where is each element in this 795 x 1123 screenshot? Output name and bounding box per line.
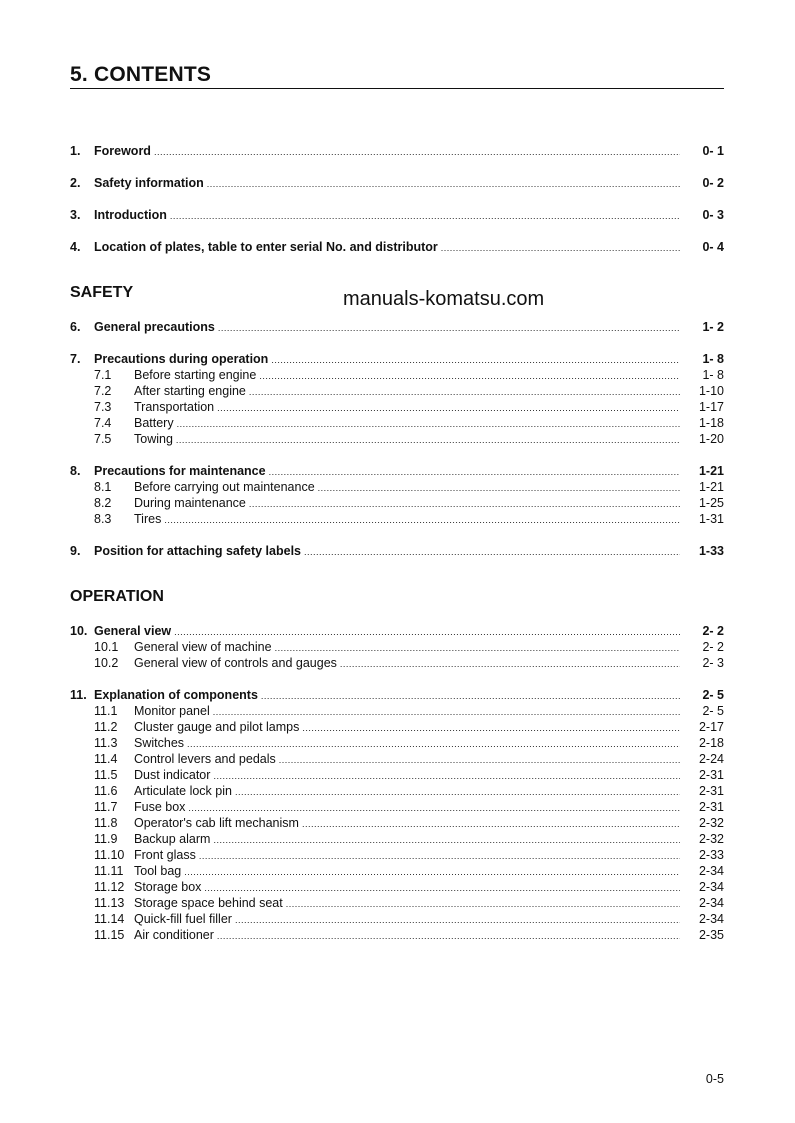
dot-leader: [217, 399, 680, 415]
toc-entry[interactable]: [70, 927, 724, 943]
entry-number: 11.8: [94, 816, 118, 830]
entry-title: Safety information: [94, 176, 204, 190]
entry-number: 11.13: [94, 896, 125, 910]
dot-leader: [217, 927, 680, 943]
entry-number: 4.: [70, 240, 81, 254]
entry-page: 2-34: [698, 864, 724, 878]
entry-title: Backup alarm: [134, 832, 211, 846]
entry-title: Switches: [134, 736, 185, 750]
toc-group: [70, 143, 724, 159]
toc-group: [70, 687, 724, 943]
entry-page: 0- 2: [702, 176, 724, 190]
toc-entry[interactable]: [70, 239, 724, 255]
dot-leader: [249, 383, 680, 399]
entry-title: Precautions for maintenance: [94, 464, 266, 478]
toc-entry[interactable]: [70, 767, 724, 783]
toc-entry[interactable]: [70, 479, 724, 495]
entry-number: 10.1: [94, 640, 119, 654]
toc-entry[interactable]: [70, 655, 724, 671]
entry-title: Quick-fill fuel filler: [134, 912, 232, 926]
page-number: 0-5: [705, 1072, 724, 1086]
dot-leader: [184, 863, 680, 879]
dot-leader: [304, 543, 680, 559]
toc-group: [70, 543, 724, 559]
entry-title: Position for attaching safety labels: [94, 544, 301, 558]
entry-number: 11.1: [94, 704, 118, 718]
entry-title: Fuse box: [134, 800, 186, 814]
entry-title: During maintenance: [134, 496, 246, 510]
entry-page: 1-25: [698, 496, 724, 510]
dot-leader: [235, 783, 680, 799]
entry-title: Air conditioner: [134, 928, 214, 942]
entry-number: 11.5: [94, 768, 118, 782]
toc-entry[interactable]: [70, 831, 724, 847]
dot-leader: [164, 511, 680, 527]
entry-title: Before carrying out maintenance: [134, 480, 315, 494]
dot-leader: [176, 431, 680, 447]
entry-number: 8.1: [94, 480, 112, 494]
toc-entry[interactable]: [70, 207, 724, 223]
entry-title: General precautions: [94, 320, 215, 334]
toc-entry[interactable]: [70, 495, 724, 511]
dot-leader: [218, 319, 680, 335]
entry-number: 11.15: [94, 928, 125, 942]
entry-number: 11.3: [94, 736, 118, 750]
toc-entry[interactable]: [70, 703, 724, 719]
toc-group: [70, 207, 724, 223]
entry-title: Explanation of components: [94, 688, 258, 702]
entry-number: 7.4: [94, 416, 112, 430]
dot-leader: [302, 815, 680, 831]
entry-page: 0- 4: [702, 240, 724, 254]
dot-leader: [318, 479, 680, 495]
entry-title: Monitor panel: [134, 704, 210, 718]
dot-leader: [204, 879, 680, 895]
dot-leader: [235, 911, 680, 927]
entry-page: 2-31: [698, 784, 724, 798]
entry-number: 11.9: [94, 832, 118, 846]
entry-title: Precautions during operation: [94, 352, 269, 366]
dot-leader: [286, 895, 680, 911]
toc-entry[interactable]: [70, 783, 724, 799]
entry-title: Battery: [134, 416, 174, 430]
entry-title: After starting engine: [134, 384, 246, 398]
entry-title: Before starting engine: [134, 368, 257, 382]
toc-entry[interactable]: [70, 847, 724, 863]
toc-group: [70, 463, 724, 527]
entry-page: 1-17: [698, 400, 724, 414]
entry-page: 0- 3: [702, 208, 724, 222]
entry-number: 3.: [70, 208, 81, 222]
entry-title: Location of plates, table to enter serial No. and distributor: [94, 240, 438, 254]
entry-number: 11.: [70, 688, 87, 702]
dot-leader: [259, 367, 680, 383]
dot-leader: [261, 687, 680, 703]
toc-group: [70, 239, 724, 255]
entry-number: 8.2: [94, 496, 112, 510]
entry-page: 2-18: [698, 736, 724, 750]
toc-group: [70, 351, 724, 447]
entry-page: 1-33: [698, 544, 724, 558]
entry-title: Articulate lock pin: [134, 784, 232, 798]
dot-leader: [279, 751, 680, 767]
toc-entry[interactable]: [70, 543, 724, 559]
entry-title: General view of machine: [134, 640, 272, 654]
dot-leader: [271, 351, 680, 367]
entry-page: 1- 2: [702, 320, 724, 334]
toc-entry[interactable]: [70, 639, 724, 655]
toc-entry[interactable]: [70, 799, 724, 815]
entry-page: 2-34: [698, 896, 724, 910]
section-heading: OPERATION: [70, 588, 164, 605]
entry-page: 0- 1: [702, 144, 724, 158]
entry-page: 2-33: [698, 848, 724, 862]
toc-entry[interactable]: [70, 511, 724, 527]
toc-group: [70, 175, 724, 191]
toc-entry[interactable]: [70, 815, 724, 831]
entry-number: 9.: [70, 544, 81, 558]
entry-page: 2-34: [698, 880, 724, 894]
dot-leader: [275, 639, 680, 655]
entry-page: 2-31: [698, 800, 724, 814]
toc-entry[interactable]: [70, 431, 724, 447]
toc-entry[interactable]: [70, 175, 724, 191]
dot-leader: [340, 655, 680, 671]
dot-leader: [213, 767, 680, 783]
entry-number: 11.7: [94, 800, 118, 814]
toc-entry[interactable]: [70, 383, 724, 399]
entry-title: Towing: [134, 432, 173, 446]
page-title: 5. CONTENTS: [70, 63, 212, 86]
entry-number: 11.11: [94, 864, 124, 878]
entry-page: 2- 2: [702, 624, 724, 638]
entry-number: 10.2: [94, 656, 119, 670]
toc-entry[interactable]: [70, 143, 724, 159]
toc-entry[interactable]: [70, 911, 724, 927]
toc-entry[interactable]: [70, 735, 724, 751]
dot-leader: [170, 207, 680, 223]
entry-number: 11.12: [94, 880, 125, 894]
dot-leader: [188, 799, 680, 815]
entry-page: 2- 2: [702, 640, 724, 654]
dot-leader: [213, 703, 680, 719]
entry-title: Operator's cab lift mechanism: [134, 816, 299, 830]
dot-leader: [302, 719, 680, 735]
entry-page: 2-32: [698, 832, 724, 846]
dot-leader: [441, 239, 680, 255]
entry-page: 1-31: [698, 512, 724, 526]
dot-leader: [213, 831, 680, 847]
entry-number: 8.: [70, 464, 81, 478]
entry-number: 11.6: [94, 784, 118, 798]
entry-title: Control levers and pedals: [134, 752, 276, 766]
entry-title: Dust indicator: [134, 768, 211, 782]
entry-number: 8.3: [94, 512, 112, 526]
entry-title: Tool bag: [134, 864, 182, 878]
toc-entry[interactable]: [70, 351, 724, 367]
entry-page: 1-20: [698, 432, 724, 446]
toc-entry[interactable]: [70, 623, 724, 639]
toc-group: [70, 319, 724, 335]
entry-page: 1-21: [698, 464, 724, 478]
dot-leader: [207, 175, 680, 191]
toc-entry[interactable]: [70, 687, 724, 703]
entry-number: 7.: [70, 352, 81, 366]
toc-entry[interactable]: [70, 367, 724, 383]
dot-leader: [199, 847, 680, 863]
entry-page: 1- 8: [702, 368, 724, 382]
entry-title: Tires: [134, 512, 162, 526]
entry-page: 2- 5: [702, 688, 724, 702]
entry-number: 11.4: [94, 752, 118, 766]
entry-page: 2-31: [698, 768, 724, 782]
entry-number: 7.5: [94, 432, 112, 446]
entry-page: 1- 8: [702, 352, 724, 366]
dot-leader: [269, 463, 680, 479]
section-heading: SAFETY: [70, 284, 134, 301]
entry-number: 7.2: [94, 384, 112, 398]
dot-leader: [154, 143, 680, 159]
entry-number: 7.1: [94, 368, 112, 382]
toc-entry[interactable]: [70, 879, 724, 895]
entry-title: General view: [94, 624, 172, 638]
entry-title: Storage space behind seat: [134, 896, 283, 910]
entry-number: 2.: [70, 176, 81, 190]
entry-title: General view of controls and gauges: [134, 656, 337, 670]
entry-page: 2-34: [698, 912, 724, 926]
title-rule: [70, 88, 724, 89]
entry-page: 2-35: [698, 928, 724, 942]
entry-page: 1-21: [698, 480, 724, 494]
entry-page: 2- 3: [702, 656, 724, 670]
entry-page: 2-32: [698, 816, 724, 830]
entry-title: Cluster gauge and pilot lamps: [134, 720, 300, 734]
entry-number: 11.2: [94, 720, 118, 734]
entry-page: 2- 5: [702, 704, 724, 718]
entry-title: Transportation: [134, 400, 215, 414]
entry-title: Introduction: [94, 208, 167, 222]
toc-entry[interactable]: [70, 719, 724, 735]
toc-entry[interactable]: [70, 895, 724, 911]
watermark: manuals-komatsu.com: [343, 288, 545, 310]
toc-entry[interactable]: [70, 399, 724, 415]
dot-leader: [174, 623, 680, 639]
entry-number: 1.: [70, 144, 81, 158]
entry-title: Foreword: [94, 144, 151, 158]
entry-number: 11.14: [94, 912, 125, 926]
toc-entry[interactable]: [70, 415, 724, 431]
toc-entry[interactable]: [70, 463, 724, 479]
entry-number: 7.3: [94, 400, 112, 414]
toc-entry[interactable]: [70, 751, 724, 767]
entry-page: 1-18: [698, 416, 724, 430]
entry-number: 11.10: [94, 848, 125, 862]
dot-leader: [177, 415, 680, 431]
toc-group: [70, 623, 724, 671]
entry-number: 10.: [70, 624, 88, 638]
entry-page: 2-24: [698, 752, 724, 766]
toc-entry[interactable]: [70, 319, 724, 335]
entry-page: 1-10: [698, 384, 724, 398]
entry-page: 2-17: [698, 720, 724, 734]
entry-title: Storage box: [134, 880, 202, 894]
dot-leader: [249, 495, 680, 511]
dot-leader: [187, 735, 680, 751]
entry-number: 6.: [70, 320, 81, 334]
toc-entry[interactable]: [70, 863, 724, 879]
entry-title: Front glass: [134, 848, 196, 862]
